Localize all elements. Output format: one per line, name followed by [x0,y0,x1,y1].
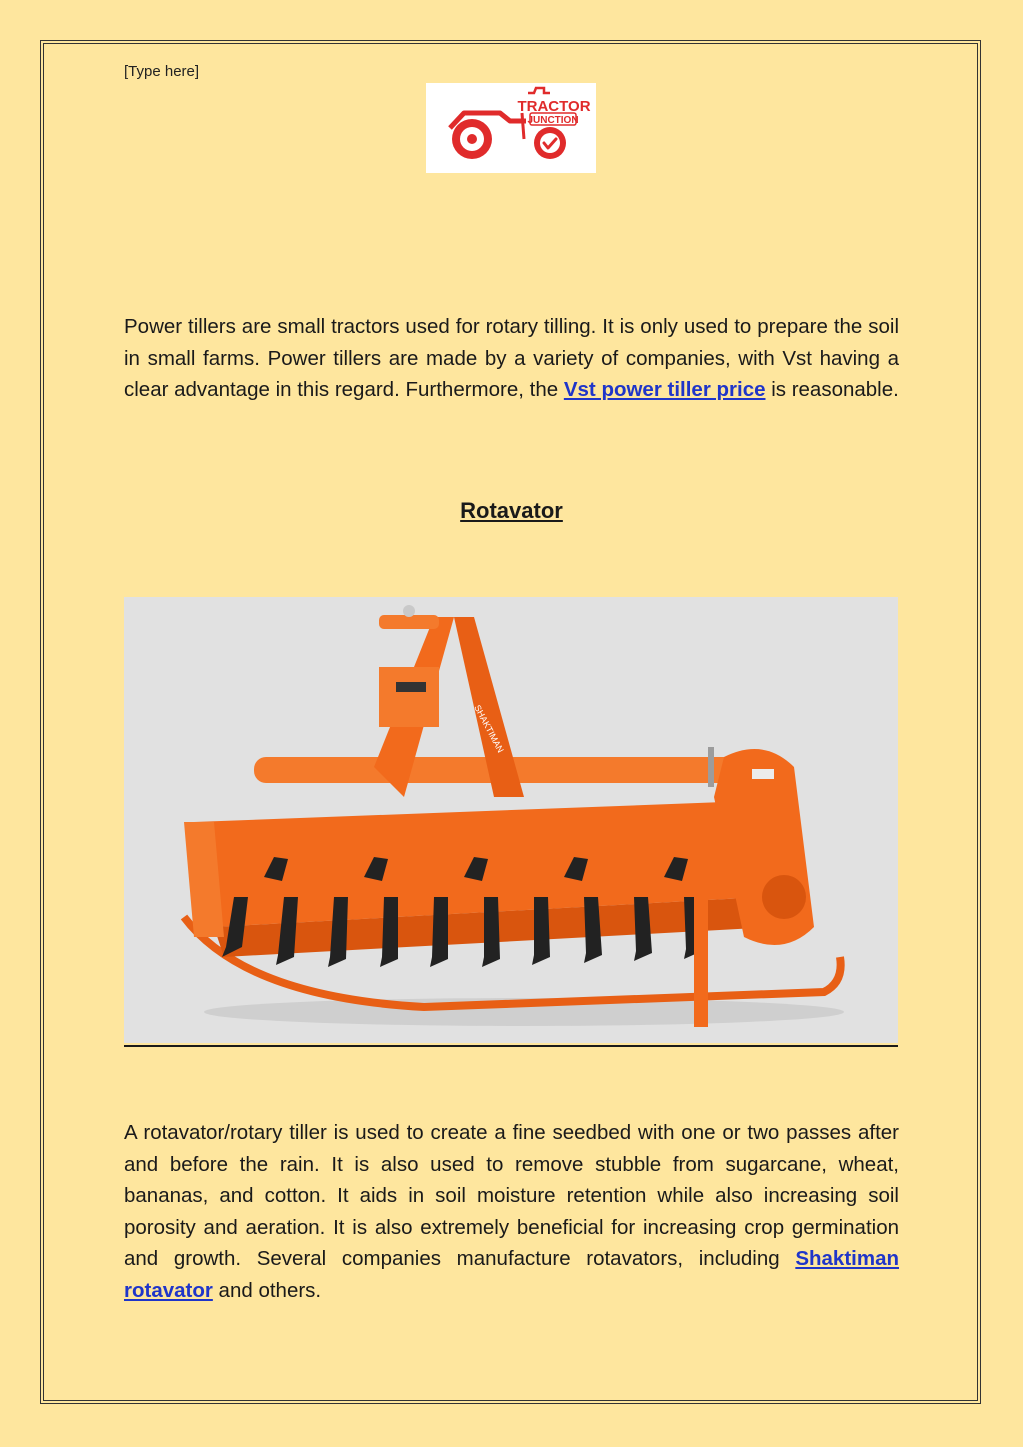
section-title-rotavator: Rotavator [460,498,563,523]
header-placeholder: [Type here] [124,63,200,80]
rotavator-text: A rotavator/rotary tiller is used to create a fine seedbed with one or two passes after and before the rain. It is also used to remove stubble from sugarcane, wheat, bananas, and cotton. It aids in soil moisture retention while also increasing soil porosity and aeration. It is also extremely beneficial for increasing crop germination and growth. Several companies manufacture rotavators, including [124,1121,899,1271]
logo-graphic [426,83,596,173]
rotavator-paragraph [124,1117,899,1307]
intro-text: Power tillers are small tractors used for rotary tilling. It is only used to prepare the soil in small farms. Power tillers are made by a variety of companies, with Vst having a clear advantage in this regard. Furthermore, the [124,315,899,402]
shaktiman-rotavator-link[interactable]: Shaktiman rotavator [124,1247,899,1302]
rotavator-image [124,597,898,1043]
vst-power-tiller-price-link[interactable]: Vst power tiller price [563,378,766,402]
logo-text-junction: JUNCTION [527,115,579,126]
rotavator-illustration [124,597,898,1043]
tractor-junction-logo [426,83,596,173]
rotavator-text-end: and others. [212,1278,322,1302]
intro-paragraph [124,311,899,406]
intro-text-end: is reasonable. [765,378,899,402]
brand-text: SHAKTIMAN [472,703,506,755]
image-underline [124,1045,898,1047]
logo-text-tractor: TRACTOR [517,98,591,115]
